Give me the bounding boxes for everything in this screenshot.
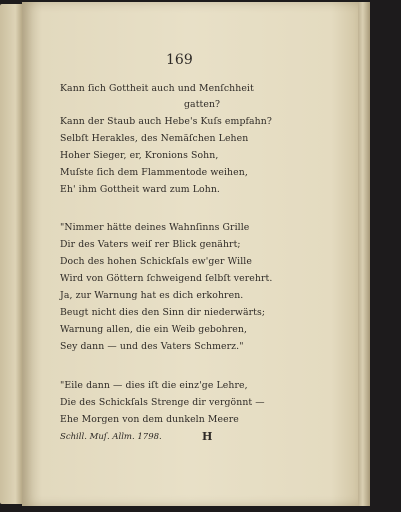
poem-line: "Eile dann — dies iſt die einz'ge Lehre,: [60, 380, 248, 391]
page-number: 169: [166, 52, 193, 68]
poem-line: Selbſt Herakles, des Nemäſchen Lehen: [60, 133, 249, 144]
signature-mark: H: [202, 430, 213, 443]
poem-line: Kann der Staub auch Hebe's Kuſs empfahn?: [60, 116, 272, 127]
poem-line: "Nimmer hätte deines Wahnſinns Grille: [60, 222, 250, 233]
poem-line: Sey dann — und des Vaters Schmerz.": [60, 341, 244, 352]
signature-line: Schill. Muſ. Allm. 1798.: [60, 432, 162, 442]
poem-line: Beugt nicht dies den Sinn dir niederwärts;: [60, 307, 266, 318]
page-stack-edge: [358, 2, 370, 506]
poem-line: Kann ſich Gottheit auch und Menſchheit: [60, 83, 254, 94]
left-page-edge: [0, 4, 22, 504]
poem-line: Hoher Sieger, er, Kronions Sohn,: [60, 150, 219, 161]
poem-line: Muſste ſich dem Flammentode weihen,: [60, 167, 248, 178]
poem-line: Wird von Göttern ſchweigend ſelbſt verehrt.: [60, 273, 273, 284]
book-page: [22, 2, 358, 506]
poem-line: Warnung allen, die ein Weib gebohren,: [60, 324, 248, 335]
poem-line: Ja, zur Warnung hat es dich erkohren.: [60, 290, 244, 301]
poem-line: gatten?: [184, 99, 221, 110]
poem-line: Die des Schickſals Strenge dir vergönnt —: [60, 397, 265, 408]
poem-line: Dir des Vaters weiſ rer Blick genährt;: [60, 239, 241, 250]
poem-line: Ehe Morgen von dem dunkeln Meere: [60, 414, 239, 425]
poem-line: Doch des hohen Schickſals ew'ger Wille: [60, 256, 252, 267]
poem-line: Eh' ihm Gottheit ward zum Lohn.: [60, 184, 220, 195]
